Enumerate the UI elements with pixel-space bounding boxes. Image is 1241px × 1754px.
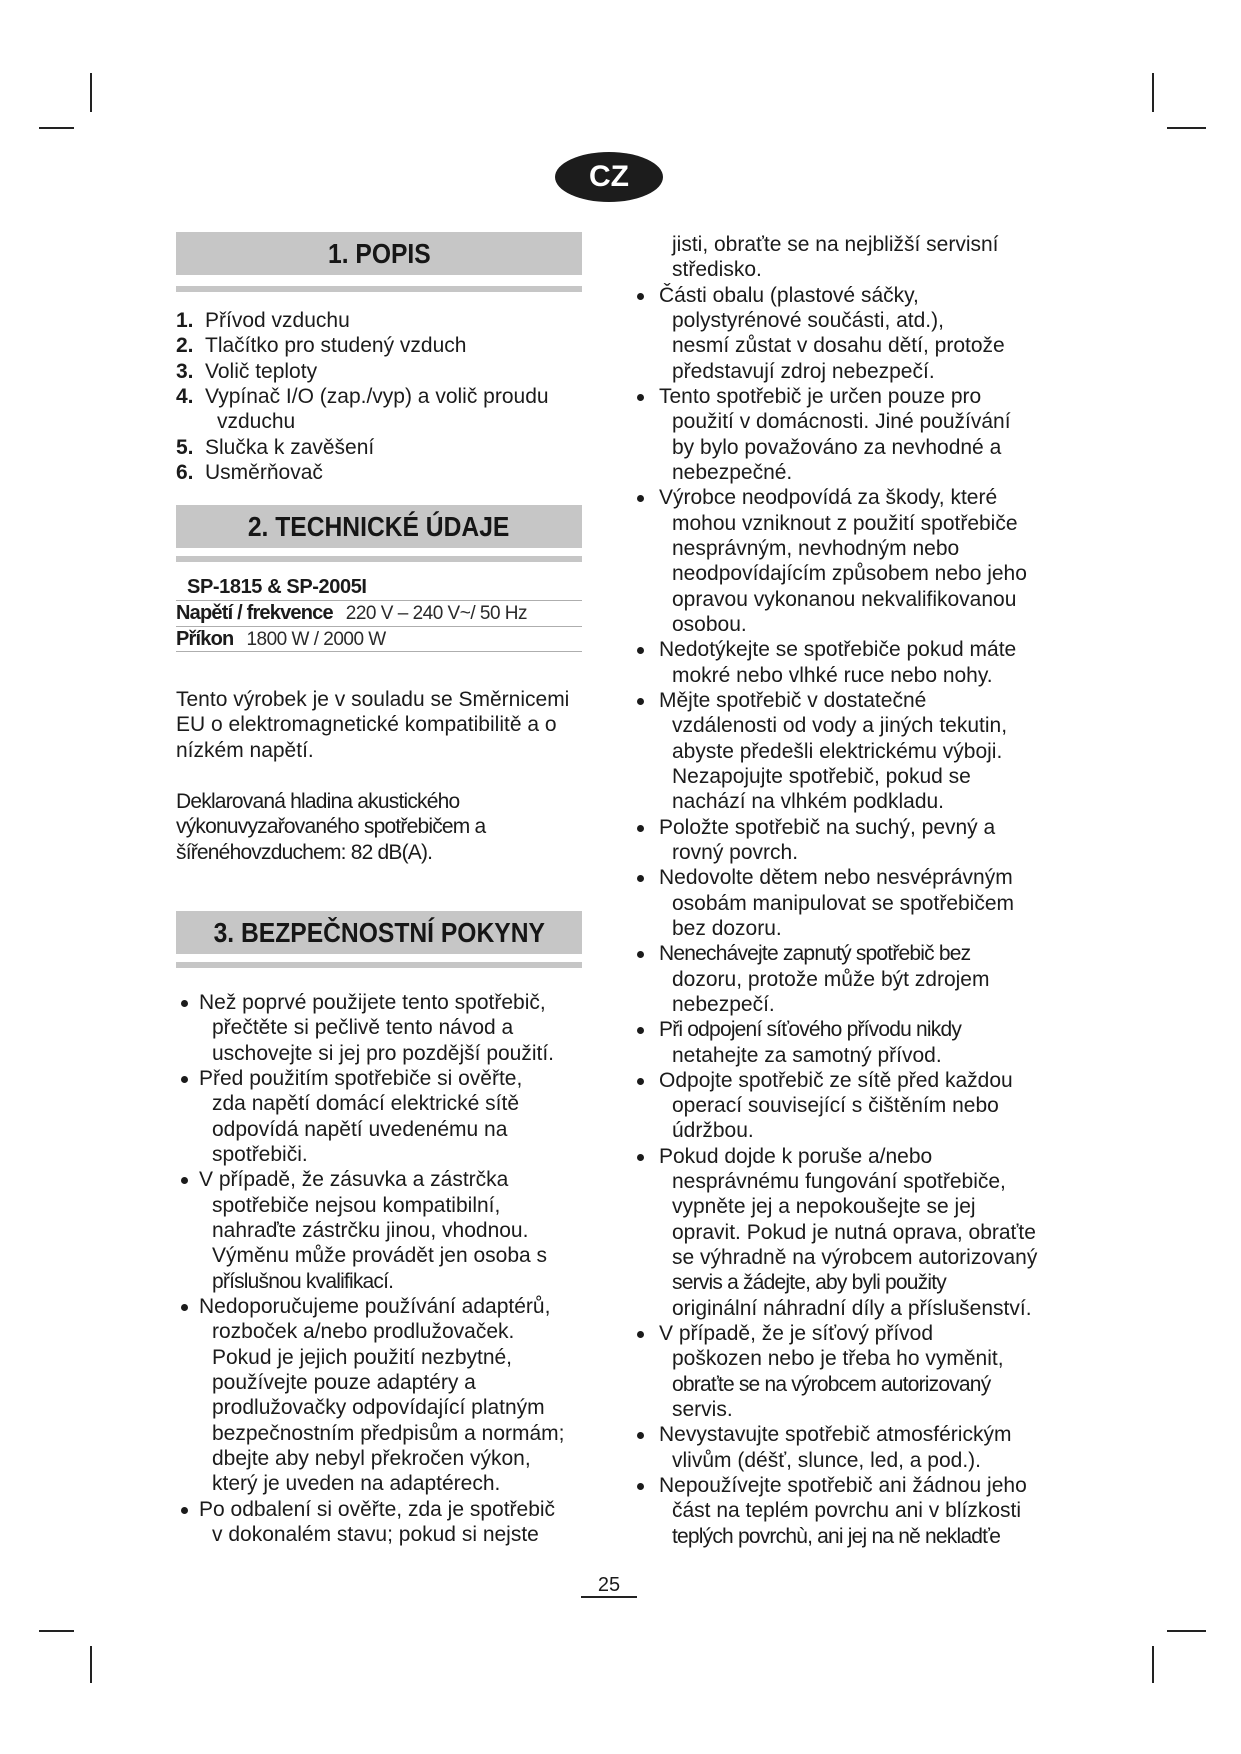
bullet-icon [637,698,644,705]
bullet-continuation: osobám manipulovat se spotřebičem [672,891,1015,915]
bullet-text: Nedoporučujeme používání adaptérů, [199,1294,551,1318]
bullet-continuation: Nezapojujte spotřebič, pokud se [672,764,971,788]
bullet-icon [637,951,644,958]
bullet-line [0,384,1241,409]
bullet-continuation: nahraďte zástrčku jinou, vhodnou. [212,1218,529,1242]
safety-list-right [0,232,1241,1549]
bullet-continuation: uschovejte si jej pro pozdější použití. [212,1041,555,1065]
bullet-continuation: příslušnou kvalifikací. [212,1269,394,1293]
bullet-line [0,485,1241,510]
bullet-continuation: nebezpečí. [672,992,775,1016]
bullet-text: Pokud dojde k poruše a/nebo [659,1144,933,1168]
item-number: 6. [176,460,194,484]
item-number: 5. [176,435,194,459]
bullet-continuation: mohou vzniknout z použití spotřebiče [672,511,1018,535]
bullet-continuation: odpovídá napětí uvedenému na [212,1117,508,1141]
bullet-continuation: operací související s čištěním nebo [672,1094,999,1118]
bullet-text: Tento spotřebič je určen pouze pro [659,384,982,408]
item-text: Slučka k zavěšení [205,435,375,459]
bullet-continuation: představují zdroj nebezpečí. [672,359,935,383]
bullet-text: Mějte spotřebič v dostatečné [659,688,927,712]
bullet-line [0,1321,1241,1346]
bullet-continuation: opravit. Pokud je nutná oprava, obraťte [672,1220,1036,1244]
bullet-line [0,1473,1241,1498]
bullet-continuation: část na teplém povrchu ani v blízkosti [672,1499,1022,1523]
section-title: 2. TECHNICKÉ ÚDAJE [248,510,510,542]
bullet-icon [637,1154,644,1161]
bullet-continuation: servis. [672,1398,733,1422]
bullet-continuation: osobou. [672,612,747,636]
bullet-continuation: zda napětí domácí elektrické sítě [212,1092,519,1116]
item-number: 4. [176,384,194,408]
item-text: Přívod vzduchu [205,309,350,332]
bullet-continuation: v dokonalém stavu; pokud si nejste [212,1522,539,1546]
bullet-continuation: poškozen nebo je třeba ho vyměnit, [672,1347,1004,1371]
bullet-icon [637,1331,644,1338]
item-number: 1. [176,309,194,332]
bullet-continuation: nachází na vlhkém podkladu. [672,790,945,814]
bullet-continuation: nesprávnému fungování spotřebiče, [672,1170,1006,1194]
bullet-continuation: jisti, obraťte se na nejbližší servisní [672,233,999,256]
bullet-continuation: bez dozoru. [672,916,782,940]
bullet-continuation: by bylo považováno za nevhodné a [672,435,1002,459]
bullet-icon [637,293,644,300]
crop-mark [1167,127,1206,129]
crop-mark [90,73,92,112]
bullet-line [0,1144,1241,1169]
bullet-continuation: abyste předešli elektrickému výboji. [672,739,1003,763]
bullet-text: Nedovolte dětem nebo nesvéprávným [659,866,1013,890]
bullet-text: V případě, že je síťový přívod [659,1322,934,1346]
bullet-continuation: obraťte se na výrobcem autorizovaný [672,1372,991,1396]
bullet-continuation: spotřebiče nejsou kompatibilní, [212,1193,501,1217]
item-text: Vypínač I/O (zap./vyp) a volič proudu [205,384,549,408]
bullet-continuation: vzdálenosti od vody a jiných tekutin, [672,714,1008,738]
bullet-continuation: mokré nebo vlhké ruce nebo nohy. [672,663,993,687]
bullet-icon [637,647,644,654]
crop-mark [1167,1630,1206,1632]
bullet-continuation: bezpečnostním předpisům a normám; [212,1421,565,1445]
paragraph-line: EU o elektromagnetické kompatibilitě a o [176,713,557,737]
paragraph-line: Tento výrobek je v souladu se Směrnicemi [176,688,570,711]
bullet-continuation: polystyrénové součásti, atd.), [672,308,944,332]
page-number: 25 [597,1574,621,1596]
bullet-continuation: Pokud je jejich použití nezbytné, [212,1345,513,1369]
bullet-text: Po odbalení si ověřte, zda je spotřebič [199,1497,556,1521]
item-number: 2. [176,334,194,358]
bullet-continuation: spotřebiči. [212,1142,308,1166]
bullet-continuation: originální náhradní díly a příslušenství. [672,1296,1032,1320]
bullet-continuation: používejte pouze adaptéry a [212,1370,476,1394]
bullet-continuation: servis a žádejte, aby byli použity [672,1271,946,1295]
bullet-continuation: se výhradně na výrobcem autorizovaný [672,1246,1038,1270]
item-text: Usměrňovač [205,460,323,484]
bullet-continuation: opravou vykonanou nekvalifikovanou [672,587,1017,611]
bullet-continuation: vlivům (déšť, slunce, led, a pod.). [672,1448,982,1472]
bullet-text: Před použitím spotřebiče si ověřte, [199,1066,523,1090]
bullet-continuation: teplých povrchù, ani jej na ně nekladťe [672,1524,1001,1548]
bullet-continuation: středisko. [672,258,762,282]
item-text: Volič teploty [205,359,318,383]
bullet-text: Položte spotřebič na suchý, pevný a [659,815,996,839]
section-title: 1. POPIS [327,237,431,269]
bullet-text: Nedotýkejte se spotřebiče pokud máte [659,638,1017,662]
bullet-continuation: použití v domácnosti. Jiné používání [672,410,1011,434]
bullet-continuation: vypněte jej a nepokoušejte se jej [672,1195,976,1219]
bullet-continuation: rozboček a/nebo prodlužovaček. [212,1320,515,1344]
bullet-continuation: dbejte aby nebyl překročen výkon, [212,1446,531,1470]
bullet-text: Nenechávejte zapnutý spotřebič bez [659,942,971,966]
bullet-icon [637,875,644,882]
spec-label: Příkon [176,628,234,650]
bullet-continuation: rovný povrch. [672,840,799,864]
list-item-continuation: vzduchu [217,410,296,434]
bullet-text: Odpojte spotřebič ze sítě před každou [659,1068,1013,1092]
item-text: Tlačítko pro studený vzduch [205,334,467,358]
paragraph-line: Deklarovaná hladina akustického [176,790,460,813]
spec-label: Napětí / frekvence [176,602,333,624]
crop-mark [90,1646,92,1683]
bullet-continuation: neodpovídajícím způsobem nebo jeho [672,562,1027,586]
bullet-continuation: Výměnu může provádět jen osoba s [212,1244,548,1268]
bullet-continuation: přečtěte si pečlivě tento návod a [212,1016,514,1040]
paragraph-line: nízkém napětí. [176,738,314,762]
model-number: SP-1815 & SP-2005I [187,576,367,598]
bullet-line [0,1422,1241,1447]
bullet-line [0,688,1241,713]
page-number-underline [581,1596,637,1598]
item-number: 3. [176,359,194,383]
crop-mark [1152,1646,1154,1683]
section-title: 3. BEZPEČNOSTNÍ POKYNY [213,916,545,948]
bullet-continuation: údržbou. [672,1119,754,1143]
bullet-line [0,283,1241,308]
paragraph-line: výkonuvyzařovaného spotřebičem a [176,815,486,839]
bullet-icon [637,1078,644,1085]
bullet-line [0,1068,1241,1093]
bullet-text: Části obalu (plastové sáčky, [659,283,919,307]
bullet-continuation: nesmí zůstat v dosahu dětí, protože [672,334,1005,358]
bullet-icon [637,394,644,401]
bullet-line [0,637,1241,662]
crop-mark [39,127,74,129]
crop-mark [39,1630,74,1632]
bullet-continuation: nebezpečné. [672,460,793,484]
bullet-continuation: prodlužovačky odpovídající platným [212,1396,545,1420]
bullet-line [0,865,1241,890]
language-badge: CZ [555,152,663,202]
bullet-icon [637,825,644,832]
bullet-continuation: který je uveden na adaptérech. [212,1472,501,1496]
paragraph-line: šířenéhovzduchem: 82 dB(A). [176,840,433,864]
bullet-continuation: nesprávným, nevhodným nebo [672,536,960,560]
bullet-text: Nevystavujte spotřebič atmosférickým [659,1423,1012,1447]
bullet-line [0,941,1241,966]
bullet-continuation: netahejte za samotný přívod. [672,1043,942,1067]
bullet-line [0,815,1241,840]
bullet-text: Při odpojení síťového přívodu nikdy [659,1018,962,1042]
bullet-line [0,1017,1241,1042]
bullet-text: Než poprvé použijete tento spotřebič, [199,991,546,1014]
spec-value: 220 V – 240 V~/ 50 Hz [345,603,528,624]
bullet-icon [637,1432,644,1439]
bullet-continuation: dozoru, protože může být zdrojem [672,967,990,991]
bullet-text: Nepoužívejte spotřebič ani žádnou jeho [659,1474,1027,1498]
bullet-icon [637,1483,644,1490]
bullet-icon [637,495,644,502]
crop-mark [1152,73,1154,112]
bullet-text: V případě, že zásuvka a zástrčka [199,1168,509,1192]
spec-value: 1800 W / 2000 W [246,629,386,650]
bullet-text: Výrobce neodpovídá za škody, které [659,486,998,510]
bullet-icon [637,1027,644,1034]
